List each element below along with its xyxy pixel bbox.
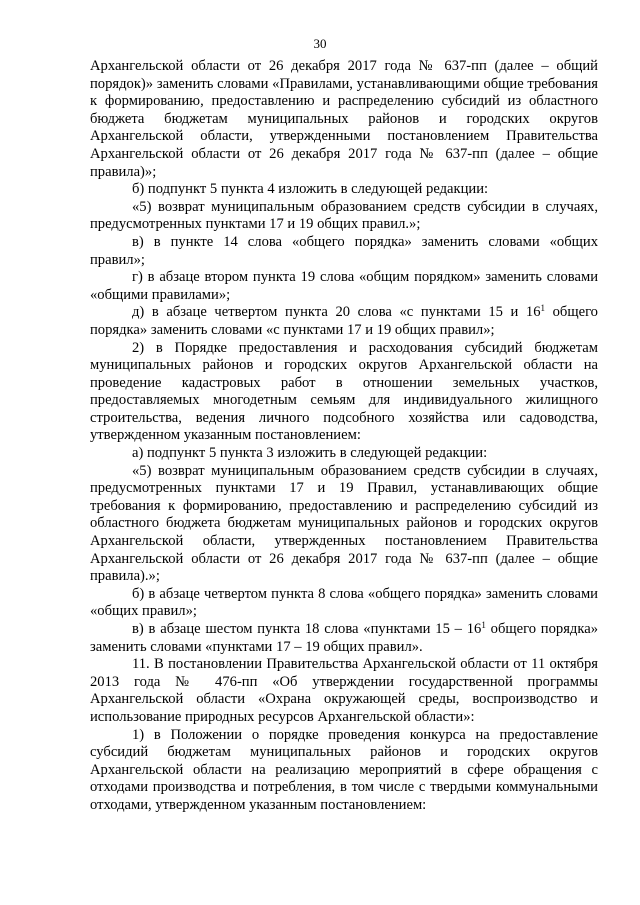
paragraph-text-segment: общего порядка» заменить словами «с пунктами 17 и 19 общих правил»;: [90, 304, 598, 338]
paragraph-point-2-procedure: 2) в Порядке предоставления и расходования субсидий бюджетам муниципальных районов и городских округов Архангельской области на проведение кадастровых работ в отношении земельных участков, предоставляемых многодетным семьям для индивидуального жилищного строительства, ведения личного подсобного хозяйства или садоводства, утвержденном указанным постановлением:: [90, 339, 598, 444]
paragraph-subpoint-a: а) подпункт 5 пункта 3 изложить в следующей редакции:: [132, 445, 488, 462]
superscript-index: 1: [540, 303, 546, 314]
paragraph-text-segment: в) в абзаце шестом пункта 18 слова «пунктами 15 – 16: [132, 621, 482, 637]
paragraph-point-1-regulation: 1) в Положении о порядке проведения конкурса на предоставление субсидий бюджетам муниципальных районов и городских округов Архангельской области на реализацию мероприятий в сфере обращения с отходами производства и потребления, в том числе с твердыми коммунальными отходами, утвержденном указанным постановлением:: [90, 726, 598, 813]
superscript-index: 1: [481, 620, 486, 630]
document-body: [90, 58, 598, 815]
paragraph-text-segment: общего порядка» заменить словами «пунктами 17 – 19 общих правил».: [90, 621, 598, 655]
paragraph-quote-5-first: «5) возврат муниципальным образованием средств субсидии в случаях, предусмотренных пунктами 17 и 19 общих правил.»;: [90, 198, 598, 233]
paragraph-subpoint-b: б) подпункт 5 пункта 4 изложить в следующей редакции:: [132, 181, 489, 198]
paragraph-subpoint-v-point18: [90, 621, 598, 656]
paragraph-subpoint-v: в) в пункте 14 слова «общего порядка» заменить словами «общих правил»;: [90, 233, 598, 268]
page-number: 30: [313, 36, 327, 51]
paragraph-continuation: Архангельской области от 26 декабря 2017 года № 637-пп (далее – общий порядок)» заменить словами «Правилами, устанавливающими общие требования к формированию, предоставлению и распределению субсидий из областного бюджета бюджетам муниципальных районов и городских округов Архангельской области, утвержденными постановлением Правительства Архангельской области от 26 декабря 2017 года № 637-пп (далее – общие правила)»;: [90, 58, 598, 180]
paragraph-quote-5-second: «5) возврат муниципальным образованием средств субсидии в случаях, предусмотренных пунктами 17 и 19 Правил, устанавливающих общие требования к формированию, предоставлению и распределению субсидий из областного бюджета бюджетам муниципальных районов и городских округов Архангельской области, утвержденных постановлением Правительства Архангельской области от 26 декабря 2017 года № 637-пп (далее – общие правила).»;: [90, 462, 598, 585]
paragraph-section-11: 11. В постановлении Правительства Архангельской области от 11 октября 2013 года № 476-пп «Об утверждении государственной программы Архангельской области «Охрана окружающей среды, воспроизводство и использование природных ресурсов Архангельской области»:: [90, 656, 598, 725]
paragraph-subpoint-d: [90, 304, 598, 339]
paragraph-subpoint-g: г) в абзаце втором пункта 19 слова «общим порядком» заменить словами «общими правилами»;: [90, 269, 598, 303]
paragraph-subpoint-b-point8: б) в абзаце четвертом пункта 8 слова «общего порядка» заменить словами «общих правил»;: [90, 585, 598, 620]
paragraph-text-segment: д) в абзаце четвертом пункта 20 слова «с пунктами 15 и 16: [132, 304, 541, 321]
